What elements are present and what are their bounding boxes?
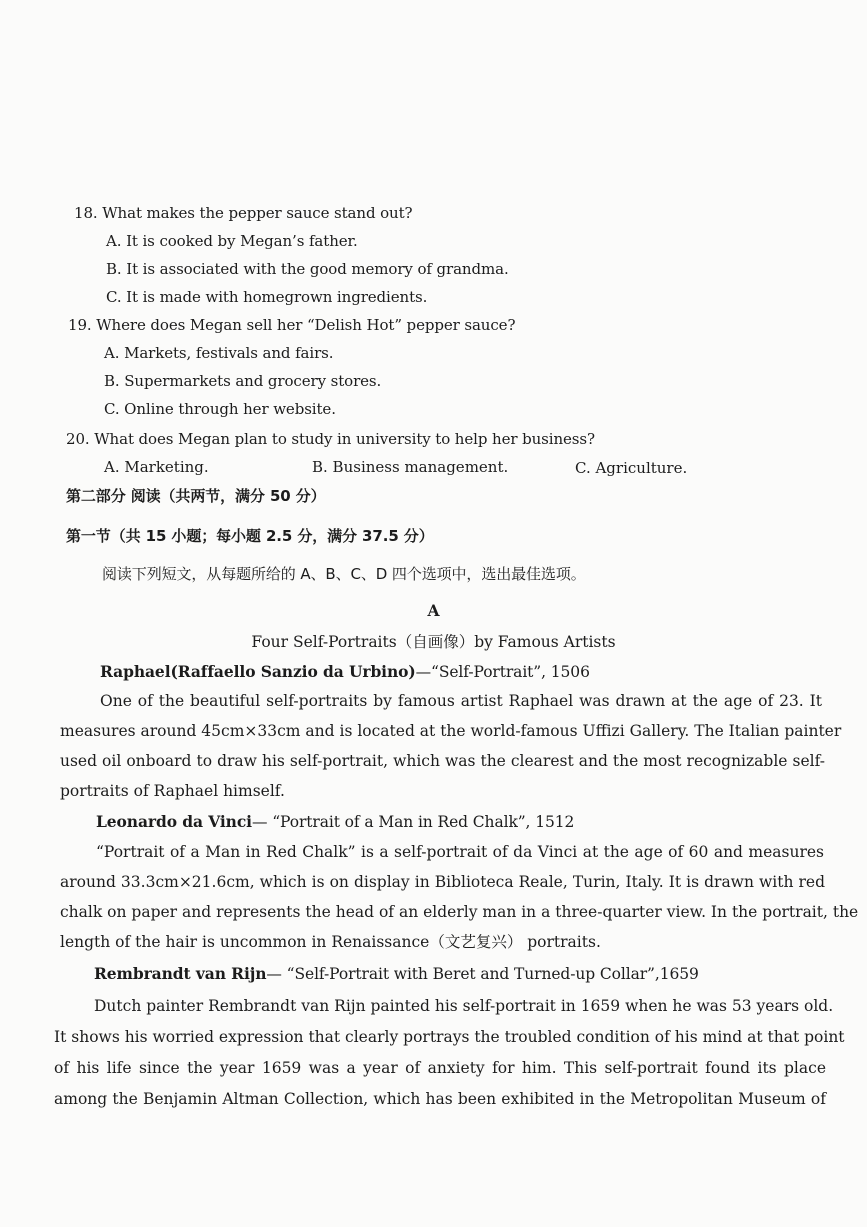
question-20: 20. What does Megan plan to study in university to help her business? bbox=[66, 430, 595, 448]
davinci-heading bbox=[96, 812, 574, 832]
q18-option-a: A. It is cooked by Megan’s father. bbox=[106, 232, 358, 250]
q18-option-b: B. It is associated with the good memory of grandma. bbox=[106, 260, 509, 278]
q20-option-a: A. Marketing. bbox=[104, 458, 209, 476]
section-one-heading: 第一节（共 15 小题；每小题 2.5 分，满分 37.5 分） bbox=[66, 527, 434, 545]
davinci-line-2: around 33.3cm×21.6cm, which is on display in Biblioteca Reale, Turin, Italy. It is drawn with red bbox=[60, 873, 825, 891]
raphael-line-1: One of the beautiful self-portraits by famous artist Raphael was drawn at the age of 23. It bbox=[100, 692, 822, 710]
raphael-line-3: used oil onboard to draw his self-portrait, which was the clearest and the most recognizable self- bbox=[60, 752, 825, 770]
raphael-line-2: measures around 45cm×33cm and is located at the world-famous Uffizi Gallery. The Italian painter bbox=[60, 722, 842, 740]
q20-option-c: C. Agriculture. bbox=[575, 459, 688, 477]
davinci-line-1: “Portrait of a Man in Red Chalk” is a self-portrait of da Vinci at the age of 60 and measures bbox=[96, 843, 824, 861]
rembrandt-line-2: It shows his worried expression that clearly portrays the troubled condition of his mind at that point bbox=[54, 1028, 845, 1046]
passage-title: Four Self-Portraits（自画像）by Famous Artists bbox=[251, 633, 616, 651]
rembrandt-heading bbox=[94, 964, 699, 984]
q19-option-c: C. Online through her website. bbox=[104, 400, 336, 418]
rembrandt-work: — “Self-Portrait with Beret and Turned-up Collar”,1659 bbox=[266, 965, 699, 983]
reading-instruction: 阅读下列短文，从每题所给的 A、B、C、D 四个选项中，选出最佳选项。 bbox=[102, 565, 586, 583]
rembrandt-line-3: of his life since the year 1659 was a year of anxiety for him. This self-portrait found its place bbox=[54, 1059, 826, 1077]
davinci-line-4: length of the hair is uncommon in Renaissance（文艺复兴） portraits. bbox=[60, 933, 601, 951]
passage-letter: A bbox=[427, 601, 440, 620]
q20-option-b: B. Business management. bbox=[312, 458, 509, 476]
question-19: 19. Where does Megan sell her “Delish Hot” pepper sauce? bbox=[68, 316, 516, 334]
question-18: 18. What makes the pepper sauce stand out? bbox=[74, 204, 413, 222]
raphael-line-4: portraits of Raphael himself. bbox=[60, 782, 285, 800]
raphael-name: Raphael(Raffaello Sanzio da Urbino) bbox=[100, 662, 416, 681]
q18-option-c: C. It is made with homegrown ingredients. bbox=[106, 288, 428, 306]
part-two-heading: 第二部分 阅读（共两节，满分 50 分） bbox=[66, 487, 326, 505]
q19-option-a: A. Markets, festivals and fairs. bbox=[104, 344, 334, 362]
rembrandt-name: Rembrandt van Rijn bbox=[94, 964, 267, 983]
rembrandt-line-1: Dutch painter Rembrandt van Rijn painted his self-portrait in 1659 when he was 53 years old. bbox=[94, 997, 834, 1015]
davinci-line-3: chalk on paper and represents the head of an elderly man in a three-quarter view. In the portrait, the bbox=[60, 903, 859, 921]
rembrandt-line-4: among the Benjamin Altman Collection, which has been exhibited in the Metropolitan Museum of bbox=[54, 1090, 826, 1108]
raphael-heading bbox=[100, 662, 590, 682]
raphael-work: —“Self-Portrait”, 1506 bbox=[415, 663, 590, 681]
davinci-work: — “Portrait of a Man in Red Chalk”, 1512 bbox=[251, 813, 575, 831]
q19-option-b: B. Supermarkets and grocery stores. bbox=[104, 372, 382, 390]
davinci-name: Leonardo da Vinci bbox=[96, 812, 252, 831]
